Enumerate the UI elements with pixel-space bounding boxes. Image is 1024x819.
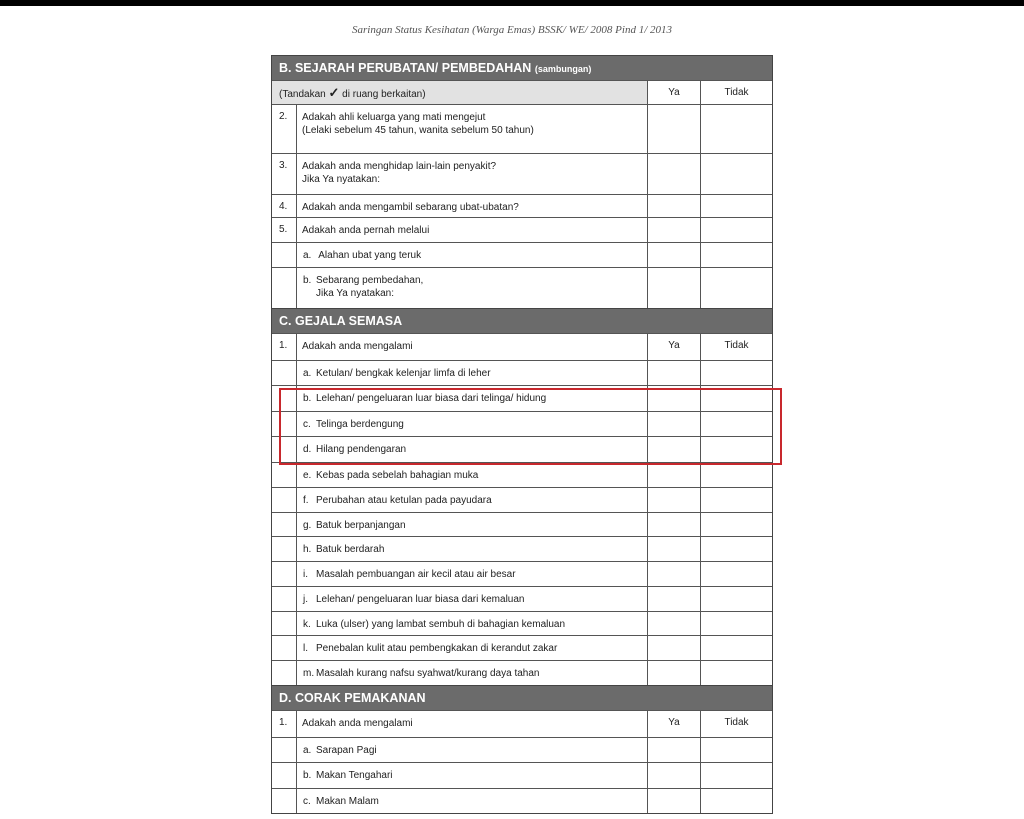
col-ya-header: Ya bbox=[647, 334, 700, 360]
answer-ya-cell[interactable] bbox=[647, 513, 700, 536]
answer-tidak-cell[interactable] bbox=[700, 587, 772, 611]
answer-ya-cell[interactable] bbox=[647, 268, 700, 308]
answer-ya-cell[interactable] bbox=[647, 154, 700, 194]
col-tidak-header: Tidak bbox=[700, 81, 772, 104]
question-row-c1: 1. Adakah anda mengalami Ya Tidak bbox=[272, 333, 772, 360]
answer-tidak-cell[interactable] bbox=[700, 513, 772, 536]
answer-ya-cell[interactable] bbox=[647, 738, 700, 762]
answer-ya-cell[interactable] bbox=[647, 243, 700, 267]
answer-tidak-cell[interactable] bbox=[700, 243, 772, 267]
answer-tidak-cell[interactable] bbox=[700, 105, 772, 153]
section-c-title: C. GEJALA SEMASA bbox=[272, 308, 772, 333]
list-item: d. Hilang pendengaran bbox=[272, 436, 772, 462]
list-item: b. Lelehan/ pengeluaran luar biasa dari telinga/ hidung bbox=[272, 385, 772, 411]
answer-tidak-cell[interactable] bbox=[700, 488, 772, 512]
list-item: b. Makan Tengahari bbox=[272, 762, 772, 788]
list-item: l. Penebalan kulit atau pembengkakan di kerandut zakar bbox=[272, 635, 772, 660]
list-item: h. Batuk berdarah bbox=[272, 536, 772, 561]
answer-ya-cell[interactable] bbox=[647, 105, 700, 153]
answer-tidak-cell[interactable] bbox=[700, 218, 772, 242]
list-item: c. Makan Malam bbox=[272, 788, 772, 813]
question-row-b2: 2. Adakah ahli keluarga yang mati mengejut (Lelaki sebelum 45 tahun, wanita sebelum 50 tahun) bbox=[272, 104, 772, 153]
answer-tidak-cell[interactable] bbox=[700, 789, 772, 813]
answer-tidak-cell[interactable] bbox=[700, 537, 772, 561]
page-header: Saringan Status Kesihatan (Warga Emas) BSSK/ WE/ 2008 Pind 1/ 2013 bbox=[351, 24, 673, 36]
section-d-items bbox=[272, 737, 772, 813]
col-ya-header: Ya bbox=[647, 711, 700, 737]
list-item: g. Batuk berpanjangan bbox=[272, 512, 772, 536]
list-item: i. Masalah pembuangan air kecil atau air besar bbox=[272, 561, 772, 586]
answer-tidak-cell[interactable] bbox=[700, 268, 772, 308]
list-item: j. Lelehan/ pengeluaran luar biasa dari kemaluan bbox=[272, 586, 772, 611]
list-item: f. Perubahan atau ketulan pada payudara bbox=[272, 487, 772, 512]
answer-tidak-cell[interactable] bbox=[700, 738, 772, 762]
list-item: k. Luka (ulser) yang lambat sembuh di bahagian kemaluan bbox=[272, 611, 772, 635]
col-tidak-header: Tidak bbox=[700, 711, 772, 737]
answer-tidak-cell[interactable] bbox=[700, 612, 772, 635]
question-row-b5b: b. Sebarang pembedahan, Jika Ya nyatakan: bbox=[272, 267, 772, 308]
answer-tidak-cell[interactable] bbox=[700, 154, 772, 194]
list-item: a. Ketulan/ bengkak kelenjar limfa di leher bbox=[272, 360, 772, 385]
highlight-box bbox=[279, 388, 782, 465]
question-row-b5a: a. Alahan ubat yang teruk bbox=[272, 242, 772, 267]
list-item: e. Kebas pada sebelah bahagian muka bbox=[272, 462, 772, 487]
answer-ya-cell[interactable] bbox=[647, 661, 700, 685]
question-row-b3: 3. Adakah anda menghidap lain-lain penyakit? Jika Ya nyatakan: bbox=[272, 153, 772, 194]
answer-ya-cell[interactable] bbox=[647, 463, 700, 487]
answer-tidak-cell[interactable] bbox=[700, 763, 772, 788]
question-row-b4: 4. Adakah anda mengambil sebarang ubat-ubatan? bbox=[272, 194, 772, 217]
question-row-b5: 5. Adakah anda pernah melalui bbox=[272, 217, 772, 242]
section-d-title: D. CORAK PEMAKANAN bbox=[272, 685, 772, 710]
section-b-title: B. SEJARAH PERUBATAN/ PEMBEDAHAN (sambungan) bbox=[272, 55, 772, 80]
answer-tidak-cell[interactable] bbox=[700, 661, 772, 685]
answer-ya-cell[interactable] bbox=[647, 488, 700, 512]
top-bar bbox=[0, 0, 1024, 6]
answer-tidak-cell[interactable] bbox=[700, 463, 772, 487]
answer-tidak-cell[interactable] bbox=[700, 361, 772, 385]
answer-tidak-cell[interactable] bbox=[700, 195, 772, 217]
answer-ya-cell[interactable] bbox=[647, 218, 700, 242]
instruction-row: (Tandakan ✓ di ruang berkaitan) Ya Tidak bbox=[272, 80, 772, 104]
answer-ya-cell[interactable] bbox=[647, 612, 700, 635]
answer-ya-cell[interactable] bbox=[647, 763, 700, 788]
list-item: a. Sarapan Pagi bbox=[272, 737, 772, 762]
list-item: m. Masalah kurang nafsu syahwat/kurang daya tahan bbox=[272, 660, 772, 685]
col-ya-header: Ya bbox=[647, 81, 700, 104]
answer-ya-cell[interactable] bbox=[647, 562, 700, 586]
checkmark-icon: ✓ bbox=[328, 85, 340, 100]
answer-ya-cell[interactable] bbox=[647, 587, 700, 611]
question-row-d1: 1. Adakah anda mengalami Ya Tidak bbox=[272, 710, 772, 737]
answer-tidak-cell[interactable] bbox=[700, 636, 772, 660]
answer-ya-cell[interactable] bbox=[647, 361, 700, 385]
answer-ya-cell[interactable] bbox=[647, 537, 700, 561]
answer-ya-cell[interactable] bbox=[647, 636, 700, 660]
answer-ya-cell[interactable] bbox=[647, 195, 700, 217]
answer-tidak-cell[interactable] bbox=[700, 562, 772, 586]
col-tidak-header: Tidak bbox=[700, 334, 772, 360]
list-item: c. Telinga berdengung bbox=[272, 411, 772, 436]
answer-ya-cell[interactable] bbox=[647, 789, 700, 813]
